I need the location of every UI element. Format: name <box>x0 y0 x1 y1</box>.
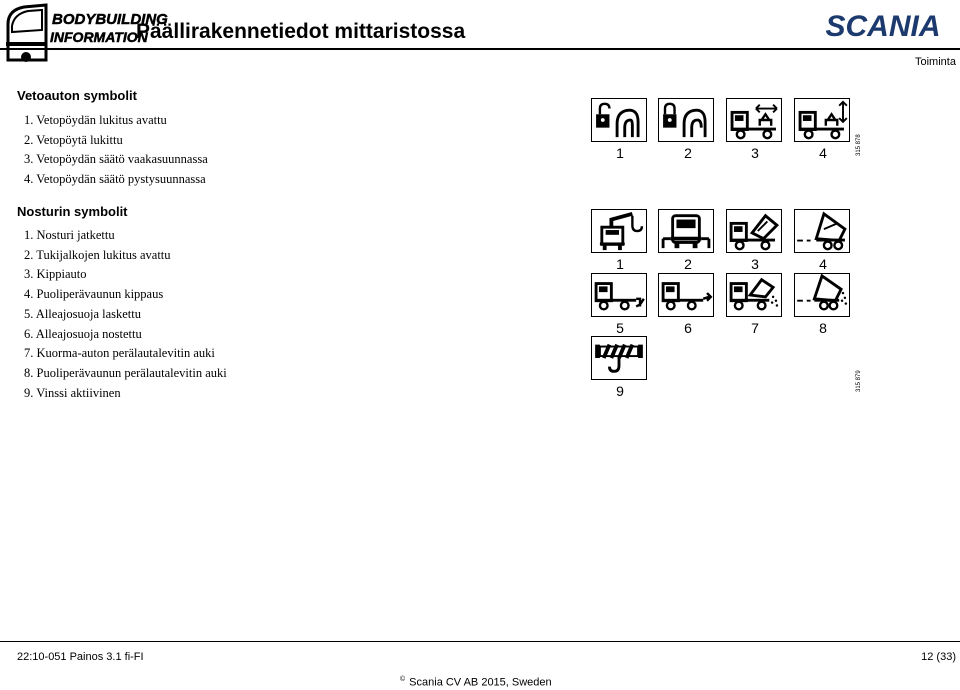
logo-line-2: INFORMATION <box>50 29 148 45</box>
list-item: 1. Vetopöydän lukitus avattu <box>24 113 167 127</box>
icon-number: 2 <box>684 256 692 272</box>
icon-number: 5 <box>616 320 624 336</box>
icon-number: 4 <box>819 256 827 272</box>
semitrailer-tailgate-spreader-icon <box>794 273 850 317</box>
figure-reference: 315 879 <box>856 370 862 392</box>
crane-extended-icon <box>591 209 647 253</box>
section-label: Toiminta <box>915 56 956 68</box>
icon-number: 9 <box>616 383 624 399</box>
crane-heading: Nosturin symbolit <box>17 204 128 219</box>
page-number: 12 (33) <box>921 651 956 663</box>
logo-line-1: BODYBUILDING <box>52 11 168 28</box>
scania-wordmark: SCANIA <box>825 10 941 43</box>
icon-number: 2 <box>684 145 692 161</box>
tractor-list <box>24 111 208 190</box>
scania-logo <box>808 8 958 42</box>
list-item: 2. Vetopöytä lukittu <box>24 132 123 147</box>
figure-reference: 315 878 <box>856 134 862 156</box>
tractor-heading: Vetoauton symbolit <box>17 88 137 103</box>
copyright-text: Scania CV AB 2015, Sweden <box>409 676 552 689</box>
copyright-symbol: © <box>400 676 406 683</box>
list-item: 7. Kuorma-auton perälautalevitin auki <box>24 346 215 361</box>
list-item: 5. Alleajosuoja laskettu <box>24 306 141 321</box>
crane-list <box>24 226 227 403</box>
winch-active-icon <box>591 336 647 380</box>
list-item: 4. Vetopöydän säätö pystysuunnassa <box>24 172 206 187</box>
tipper-truck-icon <box>726 209 782 253</box>
list-item: 8. Puoliperävaunun perälautalevitin auki <box>24 365 227 380</box>
icon-number: 7 <box>751 320 759 336</box>
fifth-wheel-unlocked-icon <box>591 98 647 142</box>
icon-number: 6 <box>684 320 692 336</box>
list-item: 3. Kippiauto <box>24 267 87 282</box>
list-item: 6. Alleajosuoja nostettu <box>24 326 142 341</box>
icon-number: 4 <box>819 145 827 161</box>
icon-number: 8 <box>819 320 827 336</box>
semitrailer-tipping-icon <box>794 209 850 253</box>
list-item: 1. Nosturi jatkettu <box>24 228 115 242</box>
stabilizer-legs-unlocked-icon <box>658 209 714 253</box>
icon-number: 3 <box>751 256 759 272</box>
list-item: 2. Tukijalkojen lukitus avattu <box>24 247 171 262</box>
document-id: 22:10-051 Painos 3.1 fi-FI <box>17 651 144 663</box>
list-item: 4. Puoliperävaunun kippaus <box>24 287 164 302</box>
list-item: 3. Vetopöydän säätö vaakasuunnassa <box>24 152 208 167</box>
list-item: 9. Vinssi aktiivinen <box>24 385 121 400</box>
fifth-wheel-vertical-adjust-icon <box>794 98 850 142</box>
page-title: Päällirakennetiedot mittaristossa <box>136 20 466 43</box>
copyright <box>400 676 552 689</box>
icon-number: 1 <box>616 256 624 272</box>
truck-tailgate-spreader-icon <box>726 273 782 317</box>
underrun-guard-lowered-icon <box>591 273 647 317</box>
icon-number: 1 <box>616 145 624 161</box>
icon-number: 3 <box>751 145 759 161</box>
fifth-wheel-horizontal-adjust-icon <box>726 98 782 142</box>
fifth-wheel-locked-icon <box>658 98 714 142</box>
footer-divider <box>0 641 960 642</box>
header-divider <box>0 48 960 50</box>
bodybuilding-information-logo <box>2 2 168 64</box>
underrun-guard-raised-icon <box>658 273 714 317</box>
